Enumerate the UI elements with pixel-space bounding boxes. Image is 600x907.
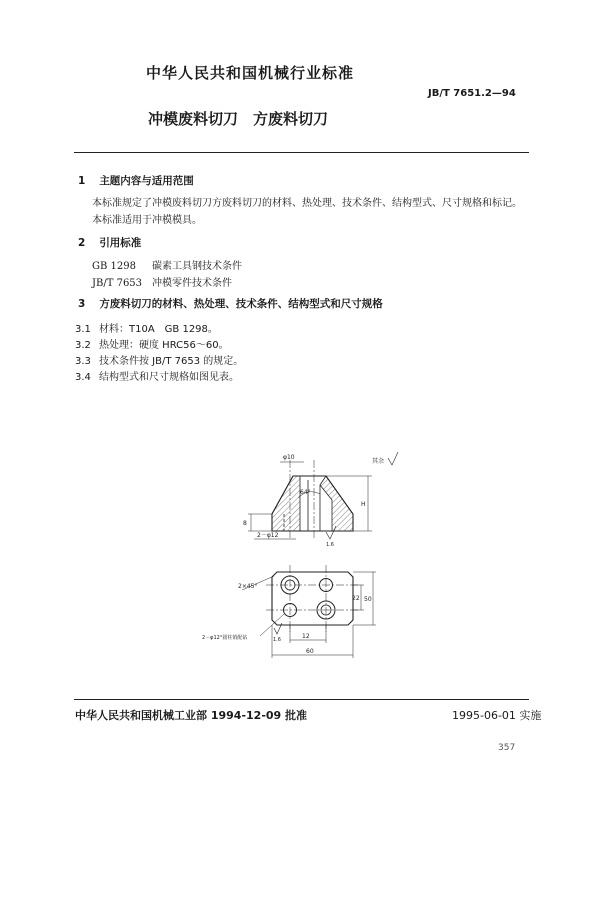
dim-8: 8 bbox=[243, 520, 247, 527]
plan-view-outline bbox=[272, 572, 353, 625]
reference-2 bbox=[92, 274, 232, 289]
section-1-para-2: 本标准适用于冲模模具。 bbox=[92, 215, 202, 226]
roughness-plan: 1.6 bbox=[273, 637, 281, 643]
dim-h: H bbox=[361, 501, 366, 508]
document-title: 冲模废料切刀 方废料切刀 bbox=[148, 110, 329, 128]
reference-2-code: JB/T 7653 bbox=[92, 278, 143, 289]
item-3-4-text: 结构型式和尺寸规格如图见表。 bbox=[99, 372, 239, 383]
item-3-3-number: 3.3 bbox=[75, 356, 91, 367]
cutter-drawing bbox=[180, 440, 420, 670]
front-section-left bbox=[272, 476, 300, 531]
front-view bbox=[243, 452, 398, 548]
reference-1-code: GB 1298 bbox=[92, 261, 136, 272]
dim-2-phi12: 2－φ12 bbox=[257, 532, 279, 539]
dim-22: 22 bbox=[352, 595, 360, 602]
header-rule bbox=[74, 152, 529, 153]
section-2-number: 2 bbox=[78, 237, 86, 249]
surface-note: 其余 bbox=[372, 458, 385, 465]
section-1-number: 1 bbox=[78, 175, 86, 187]
item-3-3-text: 技术条件按 JB/T 7653 的规定。 bbox=[99, 356, 244, 367]
item-3-2-number: 3.2 bbox=[75, 340, 91, 351]
section-1-title: 主题内容与适用范围 bbox=[99, 175, 194, 187]
section-3-title: 方废料切刀的材料、热处理、技术条件、结构型式和尺寸规格 bbox=[99, 298, 383, 310]
section-3-number: 3 bbox=[78, 298, 86, 310]
dim-12: 12 bbox=[302, 633, 310, 640]
section-3-heading bbox=[78, 296, 383, 311]
item-3-4-number: 3.4 bbox=[75, 372, 91, 383]
standard-number: JB/T 7651.2—94 bbox=[428, 88, 516, 99]
section-2-heading bbox=[78, 235, 141, 250]
pin-note: 2－φ12°圆柱销配钻 bbox=[202, 635, 248, 641]
item-3-2 bbox=[75, 336, 229, 351]
section-2-title: 引用标准 bbox=[99, 237, 142, 249]
dim-phi10: φ10 bbox=[283, 454, 295, 461]
plan-view bbox=[202, 565, 376, 658]
implementation-date: 1995-06-01 实施 bbox=[452, 709, 542, 722]
roughness-front: 1.6 bbox=[326, 542, 334, 548]
footer-rule bbox=[74, 699, 529, 700]
front-section-right bbox=[320, 476, 353, 531]
dim-50: 50 bbox=[364, 596, 372, 603]
item-3-2-text: 热处理：硬度 HRC56～60。 bbox=[99, 340, 229, 351]
section-1-para-1: 本标准规定了冲模废料切刀方废料切刀的材料、热处理、技术条件、结构型式、尺寸规格和标记。 bbox=[92, 198, 522, 209]
reference-1 bbox=[92, 257, 242, 272]
item-3-1-text: 材料：T10A GB 1298。 bbox=[99, 324, 218, 335]
item-3-1 bbox=[75, 320, 218, 335]
header-org: 中华人民共和国机械行业标准 bbox=[146, 64, 355, 82]
page-number: 357 bbox=[498, 743, 516, 753]
surface-note-symbol bbox=[388, 452, 398, 465]
dim-60: 60 bbox=[306, 648, 314, 655]
dim-angle: 64° bbox=[300, 489, 311, 496]
approval-text: 中华人民共和国机械工业部 1994-12-09 批准 bbox=[75, 709, 308, 722]
section-1-heading bbox=[78, 173, 194, 188]
reference-2-name: 冲模零件技术条件 bbox=[152, 278, 232, 289]
item-3-3 bbox=[75, 352, 243, 367]
reference-1-name: 碳素工具钢技术条件 bbox=[152, 261, 242, 272]
item-3-4 bbox=[75, 368, 239, 383]
item-3-1-number: 3.1 bbox=[75, 324, 91, 335]
dim-chamfer: 2×45° bbox=[238, 583, 258, 590]
